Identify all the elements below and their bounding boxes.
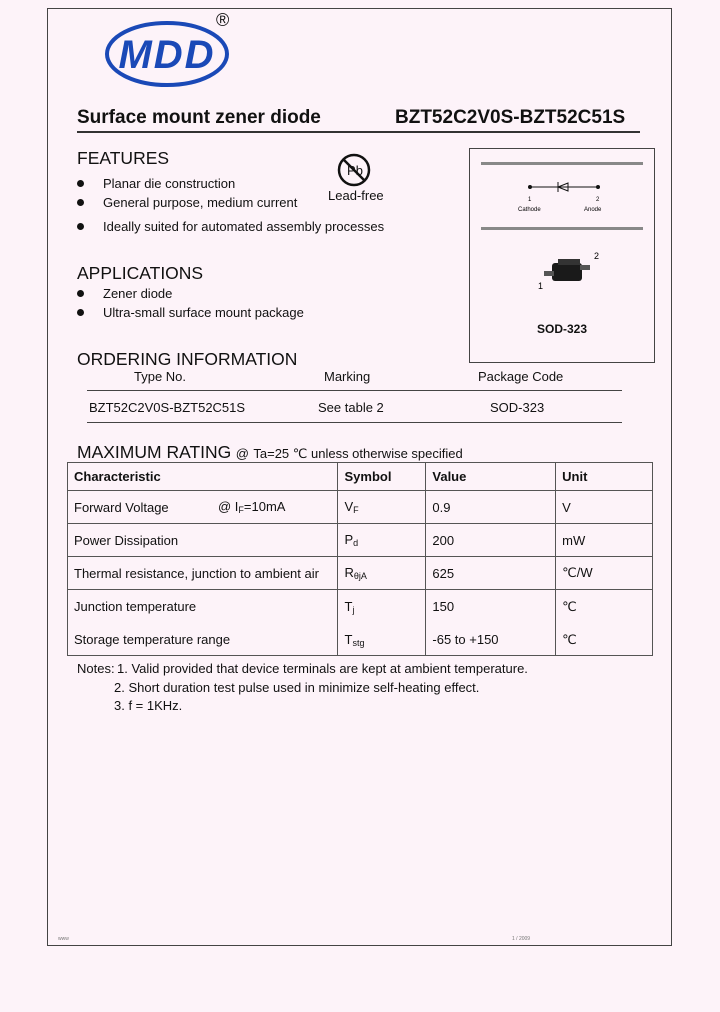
lead-free-icon <box>336 152 372 188</box>
table-cell: V <box>556 491 653 524</box>
table-cell: mW <box>556 524 653 557</box>
ordering-col-marking: Marking <box>324 369 371 384</box>
max-rating-heading: MAXIMUM RATING <box>77 442 232 462</box>
table-header: Characteristic <box>68 463 338 491</box>
bullet-icon <box>77 180 84 187</box>
table-header: Symbol <box>338 463 426 491</box>
table-header: Value <box>426 463 556 491</box>
table-row <box>68 590 653 656</box>
table-header: Unit <box>556 463 653 491</box>
note-item: 3. f = 1KHz. <box>114 698 183 713</box>
max-rating-at: @ <box>235 446 249 461</box>
table-cell: Power Dissipation <box>68 524 338 557</box>
bullet-icon <box>77 199 84 206</box>
svg-text:Anode: Anode <box>584 207 602 213</box>
registered-mark: ® <box>216 10 230 30</box>
ordering-col-type: Type No. <box>134 369 187 384</box>
pb-text: Pb <box>347 163 363 178</box>
max-rating-heading-line <box>77 442 463 463</box>
footer-left: www <box>58 936 69 942</box>
ordering-package-value: SOD-323 <box>490 400 545 415</box>
table-cell: 0.9 <box>426 491 556 524</box>
ordering-heading: ORDERING INFORMATION <box>77 349 298 369</box>
table-row <box>68 491 653 524</box>
zener-symbol <box>510 181 620 215</box>
table-cell: $P_d$ <box>338 524 426 557</box>
package-box <box>469 148 655 363</box>
table-cell: 625 <box>426 557 556 590</box>
lead-free-label: Lead-free <box>328 188 384 203</box>
table-row <box>68 557 653 590</box>
ordering-divider <box>87 390 622 391</box>
table-cell: ℃/W <box>556 557 653 590</box>
bullet-icon <box>77 223 84 230</box>
package-divider <box>481 227 643 230</box>
max-rating-condition: =25 ℃ unless otherwise specified <box>267 446 463 461</box>
table-row <box>68 524 653 557</box>
table-cell: Forward Voltage @ $I_F=10mA$ <box>68 491 338 524</box>
title-divider <box>77 131 640 133</box>
table-cell: $T_j$ $T_{stg}$ <box>338 590 426 656</box>
svg-text:1: 1 <box>528 197 532 203</box>
ordering-marking-value: See table 2 <box>318 400 384 415</box>
bullet-icon <box>77 290 84 297</box>
ordering-divider <box>87 422 622 423</box>
mdd-logo <box>104 21 230 87</box>
table-cell: 150 -65 to +150 <box>426 590 556 656</box>
product-title: Surface mount zener diode <box>77 107 321 128</box>
table-cell: Thermal resistance, junction to ambient air <box>68 557 338 590</box>
sod323-package-drawing <box>534 249 604 299</box>
table-cell: 200 <box>426 524 556 557</box>
package-name: SOD-323 <box>536 322 588 336</box>
table-cell: $V_F$ <box>338 491 426 524</box>
svg-text:1: 1 <box>538 281 544 291</box>
logo-text: MDD <box>118 33 216 77</box>
table-header-row <box>68 463 653 491</box>
table-cell: ℃ ℃ <box>556 590 653 656</box>
table-cell: Junction temperature Storage temperature range <box>68 590 338 656</box>
part-range: BZT52C2V0S-BZT52C51S <box>395 107 626 128</box>
package-divider <box>481 162 643 165</box>
features-heading: FEATURES <box>77 148 170 168</box>
notes-label: Notes: <box>77 661 115 676</box>
note-item: 2. Short duration test pulse used in minimize self-heating effect. <box>114 680 480 695</box>
ordering-type-value: BZT52C2V0S-BZT52C51S <box>89 400 246 415</box>
note-item: 1. Valid provided that device terminals are kept at ambient temperature. <box>117 661 528 676</box>
footer-right: 1 / 2009 <box>512 936 531 942</box>
max-rating-ta: Ta <box>253 446 268 461</box>
table-cell: $R_{\theta jA}$ <box>338 557 426 590</box>
svg-text:2: 2 <box>596 197 600 203</box>
svg-text:Cathode: Cathode <box>518 207 541 213</box>
svg-text:2: 2 <box>594 251 600 261</box>
ordering-col-package: Package Code <box>478 369 564 384</box>
max-rating-table <box>67 462 653 656</box>
bullet-icon <box>77 309 84 316</box>
applications-heading: APPLICATIONS <box>77 263 204 283</box>
